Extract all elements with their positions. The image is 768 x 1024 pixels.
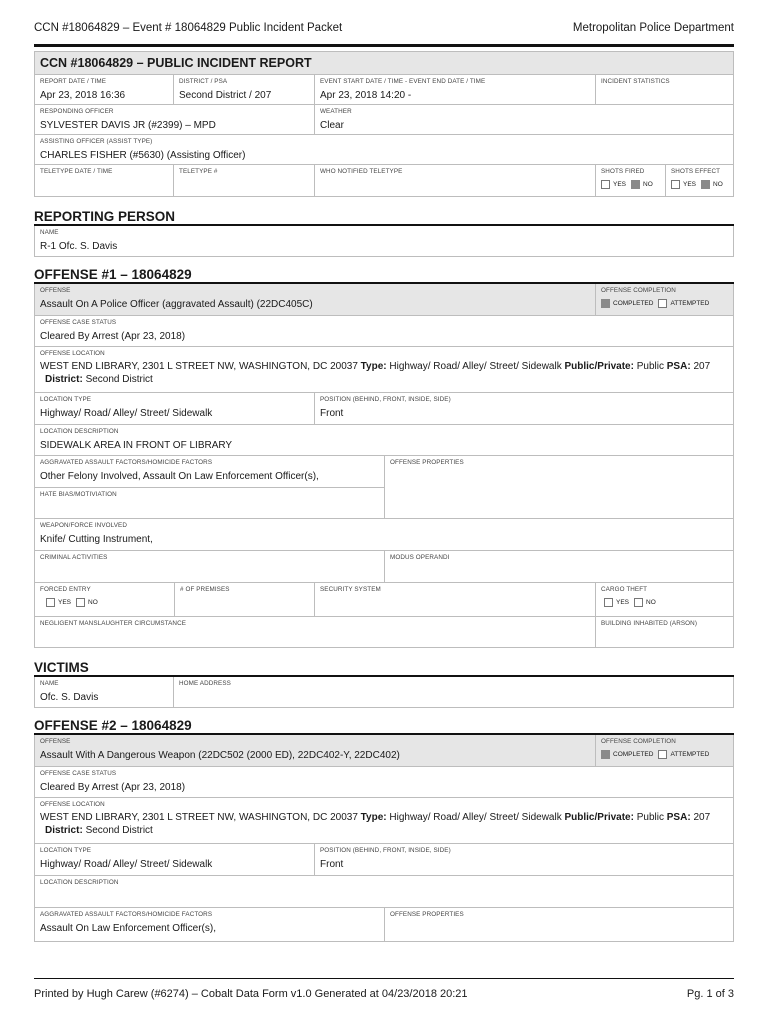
offense-1-attempted-checkbox[interactable] — [658, 299, 667, 308]
offense-1-status-row — [34, 316, 734, 347]
offense-1-type-value: Highway/ Road/ Alley/ Street/ Sidewalk — [389, 361, 562, 372]
offense-1-building-label: BUILDING INHABITED (ARSON) — [601, 620, 698, 627]
report-row-2 — [34, 105, 734, 135]
cargo-theft-yes-checkbox[interactable] — [604, 598, 613, 607]
offense-1-negligent-label: NEGLIGENT MANSLAUGHTER CIRCUMSTANCE — [40, 620, 187, 627]
offense-1-cargo-label: CARGO THEFT — [601, 586, 648, 593]
offense-1-position-cell — [315, 393, 733, 424]
offense-1-offense-label: OFFENSE — [40, 287, 71, 294]
offense-1-district-value: Second District — [85, 374, 153, 385]
header-divider — [34, 44, 734, 47]
report-date-value: Apr 23, 2018 16:36 — [40, 90, 126, 101]
offense-2-location-cell — [35, 798, 733, 843]
shots-fired-cell — [596, 165, 666, 196]
offense-2-offense-value: Assault With A Dangerous Weapon (22DC502 (2000 ED), 22DC402-Y, 22DC402) — [40, 750, 400, 761]
reporting-person-row — [34, 226, 734, 257]
offense-2-completion-cell — [596, 735, 733, 766]
offense-1-status-label: OFFENSE CASE STATUS — [40, 319, 117, 326]
offense-2-location-label: OFFENSE LOCATION — [40, 801, 105, 808]
reporting-person-name-value: R-1 Ofc. S. Davis — [40, 241, 118, 252]
offense-2-status-cell — [35, 767, 733, 797]
page-footer — [34, 988, 734, 1000]
offense-2-position-value: Front — [320, 859, 344, 870]
offense-2-locdesc-row — [34, 876, 734, 908]
offense-1-address: WEST END LIBRARY, 2301 L STREET NW, WASHINGTON, DC 20037 — [40, 361, 358, 372]
offense-1-position-value: Front — [320, 408, 344, 419]
event-date-cell — [315, 75, 596, 104]
shots-fired-no-label: NO — [643, 181, 653, 188]
offense-2-attempted-checkbox[interactable] — [658, 750, 667, 759]
offense-2-loctype-row — [34, 844, 734, 876]
offense-1-loctype-cell — [35, 393, 315, 424]
offense-1-hate-label: HATE BIAS/MOTIVIATION — [40, 491, 117, 498]
offense-2-status-row — [34, 767, 734, 798]
offense-2-position-cell — [315, 844, 733, 875]
offense-2-properties-label: OFFENSE PROPERTIES — [390, 911, 464, 918]
assisting-officer-cell — [35, 135, 733, 164]
shots-effect-no-checkbox[interactable] — [701, 180, 710, 189]
event-date-label: EVENT START DATE / TIME - EVENT END DATE / TIME — [320, 78, 486, 85]
offense-1-location-row — [34, 347, 734, 393]
shots-fired-no-checkbox[interactable] — [631, 180, 640, 189]
shots-fired-yes-label: YES — [613, 181, 627, 188]
offense-1-criminal-cell — [35, 551, 385, 582]
offense-2-locdesc-cell — [35, 876, 733, 907]
offense-1-agg-label: AGGRAVATED ASSAULT FACTORS/HOMICIDE FACTORS — [40, 459, 213, 466]
responding-officer-value: SYLVESTER DAVIS JR (#2399) – MPD — [40, 120, 216, 131]
page-header — [34, 22, 734, 40]
district-value: Second District / 207 — [179, 90, 272, 101]
offense-2-pubpriv-key: Public/Private: — [564, 812, 634, 823]
shots-fired-label: SHOTS FIRED — [601, 168, 645, 175]
cargo-theft-no-checkbox[interactable] — [634, 598, 643, 607]
report-date-label: REPORT DATE / TIME — [40, 78, 107, 85]
offense-1-factors-block — [34, 456, 734, 519]
incident-stats-label: INCIDENT STATISTICS — [601, 78, 670, 85]
victim-name-label: NAME — [40, 680, 59, 687]
forced-entry-no-checkbox[interactable] — [76, 598, 85, 607]
offense-1-location-label: OFFENSE LOCATION — [40, 350, 105, 357]
offense-1-offense-value: Assault On A Police Officer (aggravated Assault) (22DC405C) — [40, 299, 313, 310]
offense-1-completion-options — [601, 299, 729, 308]
offense-2-completed-checkbox[interactable] — [601, 750, 610, 759]
offense-1-position-label: POSITION (BEHIND, FRONT, INSIDE, SIDE) — [320, 396, 451, 403]
teletype-date-label: TELETYPE DATE / TIME — [40, 168, 113, 175]
offense-2-agg-label: AGGRAVATED ASSAULT FACTORS/HOMICIDE FACTORS — [40, 911, 213, 918]
offense-1-locdesc-label: LOCATION DESCRIPTION — [40, 428, 119, 435]
offense-1-location-value — [40, 358, 729, 386]
offense-1-security-label: SECURITY SYSTEM — [320, 586, 381, 593]
offense-1-weapon-row — [34, 519, 734, 551]
offense-2-attempted-label: ATTEMPTED — [670, 751, 710, 758]
who-notified-label: WHO NOTIFIED TELETYPE — [320, 168, 403, 175]
packet-title: CCN #18064829 – Event # 18064829 Public Incident Packet — [34, 22, 343, 34]
shots-effect-cell — [666, 165, 733, 196]
victims-row — [34, 677, 734, 708]
shots-effect-yes-checkbox[interactable] — [671, 180, 680, 189]
offense-1-agg-cell — [35, 456, 384, 488]
offense-1-premises-label: # OF PREMISES — [180, 586, 230, 593]
offense-1-status-value: Cleared By Arrest (Apr 23, 2018) — [40, 331, 186, 342]
who-notified-cell — [315, 165, 596, 196]
offense-1-locdesc-cell — [35, 425, 733, 455]
forced-entry-yes-label: YES — [58, 599, 72, 606]
offense-1-psa-key: PSA: — [666, 361, 691, 372]
footer-divider — [34, 978, 734, 979]
responding-officer-cell — [35, 105, 315, 134]
forced-entry-yes-checkbox[interactable] — [46, 598, 55, 607]
offense-2-type-value: Highway/ Road/ Alley/ Street/ Sidewalk — [389, 812, 562, 823]
weather-label: WEATHER — [320, 108, 352, 115]
offense-1-hate-cell — [35, 488, 384, 518]
reporting-person-name-label: NAME — [40, 229, 59, 236]
offense-1-type-key: Type: — [360, 361, 387, 372]
offense-1-premises-cell — [175, 583, 315, 616]
event-date-value: Apr 23, 2018 14:20 - — [320, 90, 412, 101]
offense-1-completed-label: COMPLETED — [613, 300, 654, 307]
forced-entry-no-label: NO — [88, 599, 98, 606]
report-title: CCN #18064829 – PUBLIC INCIDENT REPORT — [34, 51, 734, 75]
teletype-number-cell — [174, 165, 315, 196]
offense-1-entry-row — [34, 583, 734, 617]
offense-2-agg-cell — [35, 908, 385, 941]
offense-1-negligent-row — [34, 617, 734, 648]
offense-1-psa-value: 207 — [693, 361, 711, 372]
offense-2-district-value: Second District — [85, 825, 153, 836]
offense-1-completed-checkbox[interactable] — [601, 299, 610, 308]
offense-1-completion-label: OFFENSE COMPLETION — [601, 287, 676, 294]
district-cell — [174, 75, 315, 104]
report-row-1 — [34, 75, 734, 105]
offense-1-agg-value: Other Felony Involved, Assault On Law Enforcement Officer(s), — [40, 471, 319, 482]
offense-1-weapon-cell — [35, 519, 733, 550]
offense-1-forced-entry-cell — [35, 583, 175, 616]
shots-effect-label: SHOTS EFFECT — [671, 168, 721, 175]
offense-1-negligent-cell — [35, 617, 596, 647]
responding-officer-label: RESPONDING OFFICER — [40, 108, 114, 115]
offense-1-forced-entry-label: FORCED ENTRY — [40, 586, 91, 593]
offense-2-offense-cell — [35, 735, 596, 766]
shots-effect-yes-label: YES — [683, 181, 697, 188]
victims-heading: VICTIMS — [34, 658, 734, 677]
offense-1-modus-cell — [385, 551, 733, 582]
offense-1-weapon-value: Knife/ Cutting Instrument, — [40, 534, 153, 545]
offense-1-offense-row — [34, 284, 734, 316]
offense-2-psa-value: 207 — [693, 812, 711, 823]
shots-fired-options — [601, 180, 661, 189]
offense-1-cargo-cell — [596, 583, 733, 616]
offense-1-loctype-label: LOCATION TYPE — [40, 396, 92, 403]
district-label: DISTRICT / PSA — [179, 78, 228, 85]
agency-name: Metropolitan Police Department — [572, 22, 734, 34]
offense-1-security-cell — [315, 583, 596, 616]
offense-1-heading: OFFENSE #1 – 18064829 — [34, 265, 734, 284]
offense-2-location-row — [34, 798, 734, 844]
offense-2-position-label: POSITION (BEHIND, FRONT, INSIDE, SIDE) — [320, 847, 451, 854]
offense-2-agg-value: Assault On Law Enforcement Officer(s), — [40, 923, 216, 934]
report-row-4 — [34, 165, 734, 197]
incident-stats-cell — [596, 75, 733, 104]
offense-2-locdesc-label: LOCATION DESCRIPTION — [40, 879, 119, 886]
print-info: Printed by Hugh Carew (#6274) – Cobalt Data Form v1.0 Generated at 04/23/2018 20:21 — [34, 988, 468, 1000]
offense-1-cargo-options — [604, 598, 729, 607]
offense-2-location-value — [40, 809, 729, 837]
weather-cell — [315, 105, 733, 134]
offense-2-loctype-value: Highway/ Road/ Alley/ Street/ Sidewalk — [40, 859, 213, 870]
offense-2-loctype-label: LOCATION TYPE — [40, 847, 92, 854]
offense-1-location-cell — [35, 347, 733, 392]
victim-address-cell — [174, 677, 733, 707]
offense-2-psa-key: PSA: — [666, 812, 691, 823]
cargo-theft-no-label: NO — [646, 599, 656, 606]
offense-2-address: WEST END LIBRARY, 2301 L STREET NW, WASHINGTON, DC 20037 — [40, 812, 358, 823]
weather-value: Clear — [320, 120, 344, 131]
offense-1-loctype-value: Highway/ Road/ Alley/ Street/ Sidewalk — [40, 408, 213, 419]
report-body — [34, 51, 734, 942]
offense-2-offense-row — [34, 735, 734, 767]
offense-1-offense-cell — [35, 284, 596, 315]
page-number: Pg. 1 of 3 — [686, 988, 734, 1000]
offense-1-attempted-label: ATTEMPTED — [670, 300, 710, 307]
offense-1-factors-left — [35, 456, 385, 518]
offense-1-properties-cell — [385, 456, 733, 518]
victim-address-label: HOME ADDRESS — [179, 680, 231, 687]
offense-1-pubpriv-value: Public — [636, 361, 664, 372]
offense-2-completion-options — [601, 750, 729, 759]
shots-fired-yes-checkbox[interactable] — [601, 180, 610, 189]
offense-2-factors-row — [34, 908, 734, 942]
reporting-person-heading: REPORTING PERSON — [34, 207, 734, 226]
offense-2-offense-label: OFFENSE — [40, 738, 71, 745]
offense-1-building-cell — [596, 617, 733, 647]
offense-2-heading: OFFENSE #2 – 18064829 — [34, 716, 734, 735]
victim-name-cell — [35, 677, 174, 707]
assisting-officer-value: CHARLES FISHER (#5630) (Assisting Officer) — [40, 150, 246, 161]
victim-name-value: Ofc. S. Davis — [40, 692, 99, 703]
offense-1-forced-entry-options — [46, 598, 170, 607]
offense-2-status-value: Cleared By Arrest (Apr 23, 2018) — [40, 782, 186, 793]
report-row-3 — [34, 135, 734, 165]
offense-1-pubpriv-key: Public/Private: — [564, 361, 634, 372]
offense-2-properties-cell — [385, 908, 733, 941]
offense-2-pubpriv-value: Public — [636, 812, 664, 823]
cargo-theft-yes-label: YES — [616, 599, 630, 606]
teletype-number-label: TELETYPE # — [179, 168, 218, 175]
offense-2-completion-label: OFFENSE COMPLETION — [601, 738, 676, 745]
offense-1-weapon-label: WEAPON/FORCE INVOLVED — [40, 522, 128, 529]
shots-effect-no-label: NO — [713, 181, 723, 188]
offense-1-loctype-row — [34, 393, 734, 425]
offense-1-completion-cell — [596, 284, 733, 315]
report-date-cell — [35, 75, 174, 104]
offense-2-district-key: District: — [45, 825, 83, 836]
offense-1-modus-label: MODUS OPERANDI — [390, 554, 450, 561]
reporting-person-name-cell — [35, 226, 733, 256]
assisting-officer-label: ASSISTING OFFICER (ASSIST TYPE) — [40, 138, 153, 145]
offense-2-loctype-cell — [35, 844, 315, 875]
offense-2-completed-label: COMPLETED — [613, 751, 654, 758]
offense-2-type-key: Type: — [360, 812, 387, 823]
offense-1-criminal-row — [34, 551, 734, 583]
teletype-date-cell — [35, 165, 174, 196]
shots-effect-options — [671, 180, 729, 189]
offense-1-district-key: District: — [45, 374, 83, 385]
offense-1-criminal-label: CRIMINAL ACTIVITIES — [40, 554, 108, 561]
offense-1-locdesc-row — [34, 425, 734, 456]
offense-2-status-label: OFFENSE CASE STATUS — [40, 770, 117, 777]
offense-1-status-cell — [35, 316, 733, 346]
offense-1-properties-label: OFFENSE PROPERTIES — [390, 459, 464, 466]
offense-1-locdesc-value: SIDEWALK AREA IN FRONT OF LIBRARY — [40, 440, 233, 451]
